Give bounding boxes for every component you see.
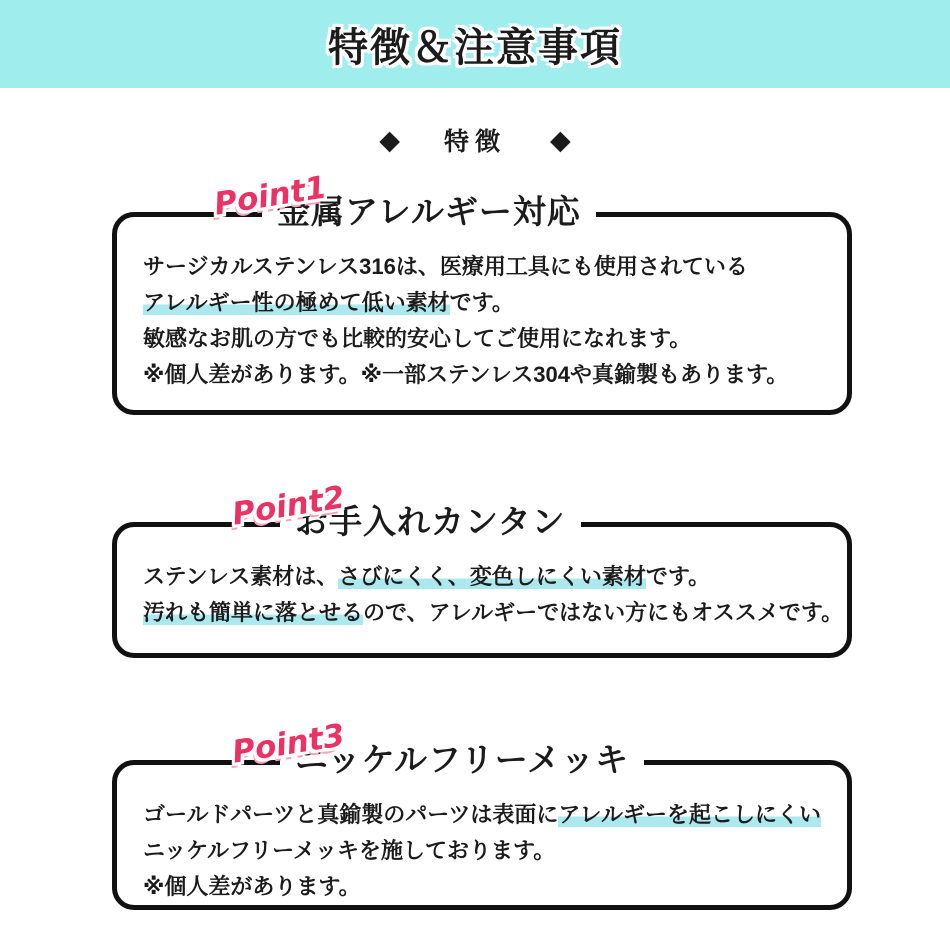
- body-line: [143, 595, 847, 631]
- body-line: [143, 249, 847, 285]
- point-legend: [211, 169, 596, 232]
- body-line: [143, 285, 847, 321]
- body-line: [143, 797, 847, 833]
- point-box: [112, 522, 852, 658]
- body-line: [143, 833, 847, 869]
- point-body: [117, 765, 847, 905]
- point-body: [117, 217, 847, 393]
- feature-heading: [0, 122, 950, 158]
- point-section-2: [112, 479, 852, 658]
- text-segment: 敏感なお肌の方でも比較的安心してご使用になれます。: [143, 326, 692, 351]
- text-segment: です。: [449, 290, 514, 315]
- text-segment: サージカルステンレス316は、医療用工具にも使用されている: [143, 254, 748, 279]
- text-segment: です。: [645, 564, 711, 589]
- body-line: [143, 321, 847, 357]
- point-box: [112, 212, 852, 415]
- text-segment: ステンレス素材は、: [143, 564, 339, 589]
- text-segment: ※個人差があります。※一部ステンレス304や真鍮製もあります。: [143, 362, 789, 387]
- point-script-label: Point2: [229, 479, 348, 533]
- point-box: [112, 760, 852, 910]
- feature-heading-label: 特徴: [443, 128, 506, 156]
- text-segment: ので、アレルギーではない方にもオススメです。: [363, 600, 844, 625]
- diamond-icon: ◆: [550, 124, 571, 155]
- highlighted-text: アレルギー性の極めて低い素材: [143, 290, 450, 315]
- point-title: ニッケルフリーメッキ: [295, 741, 630, 778]
- point-legend: [229, 479, 581, 542]
- point-title: 金属アレルギー対応: [277, 193, 581, 230]
- text-segment: ※個人差があります。: [143, 874, 361, 899]
- point-title: お手入れカンタン: [295, 503, 566, 540]
- point-body: [117, 527, 847, 631]
- text-segment: ニッケルフリーメッキを施しております。: [143, 838, 556, 863]
- body-line: [143, 357, 847, 393]
- point-script-label: Point3: [229, 717, 348, 771]
- point-legend: [229, 717, 644, 780]
- highlighted-text: アレルギーを起こしにくい: [558, 802, 821, 827]
- page-title: 特徴＆注意事項: [328, 25, 622, 70]
- point-section-3: [112, 717, 852, 910]
- highlighted-text: 汚れも簡単に落とせる: [143, 600, 364, 625]
- highlighted-text: さびにくく、変色しにくい素材: [338, 564, 646, 589]
- point-script-label: Point1: [211, 169, 330, 223]
- text-segment: ゴールドパーツと真鍮製のパーツは表面に: [143, 802, 559, 827]
- diamond-icon: ◆: [379, 124, 400, 155]
- point-section-1: [112, 169, 852, 415]
- body-line: [143, 559, 847, 595]
- body-line: [143, 869, 847, 905]
- header-banner: [0, 0, 950, 88]
